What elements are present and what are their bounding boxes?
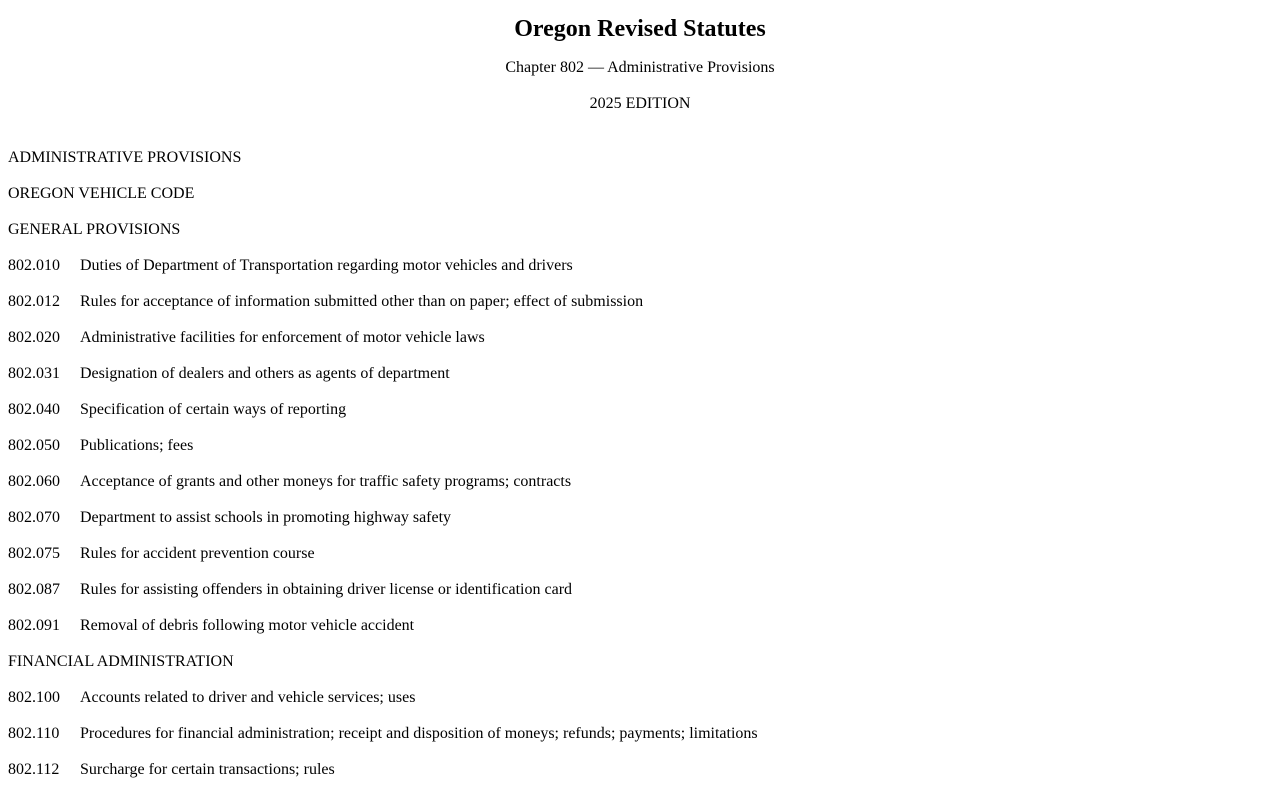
section-title: Administrative facilities for enforcement of motor vehicle laws [80,329,485,346]
section-title: Acceptance of grants and other moneys for traffic safety programs; contracts [80,473,572,490]
toc-entry [8,292,1268,328]
table-of-contents [8,148,1268,796]
section-number[interactable]: 802.075 [8,545,60,562]
section-heading-text: GENERAL PROVISIONS [8,221,181,238]
toc-entry [8,544,1268,580]
section-heading [8,184,1268,220]
chapter-title: Chapter 802 — Administrative Provisions [505,59,775,76]
section-number[interactable]: 802.050 [8,437,60,454]
section-number[interactable]: 802.110 [8,725,60,742]
toc-entry [8,472,1268,508]
section-number[interactable]: 802.020 [8,329,60,346]
section-heading-text: ADMINISTRATIVE PROVISIONS [8,149,242,166]
section-number[interactable]: 802.070 [8,509,60,526]
section-title: Specification of certain ways of reporting [80,401,347,418]
toc-entry [8,616,1268,652]
section-number[interactable]: 802.012 [8,293,60,310]
section-title: Publications; fees [80,437,194,454]
section-title: Rules for assisting offenders in obtaining driver license or identification card [80,581,573,598]
section-title: Rules for accident prevention course [80,545,315,562]
toc-entry [8,364,1268,400]
section-number[interactable]: 802.100 [8,689,60,706]
section-number[interactable]: 802.091 [8,617,60,634]
section-heading [8,220,1268,256]
document-title: Oregon Revised Statutes [514,16,766,42]
toc-entry [8,328,1268,364]
toc-entry [8,436,1268,472]
edition-label: 2025 EDITION [589,95,691,112]
toc-entry [8,400,1268,436]
section-title: Procedures for financial administration; receipt and disposition of moneys; refunds; payments; limitations [80,725,758,742]
section-number[interactable]: 802.010 [8,257,60,274]
section-number[interactable]: 802.060 [8,473,60,490]
section-title: Duties of Department of Transportation regarding motor vehicles and drivers [80,257,573,274]
section-number[interactable]: 802.087 [8,581,60,598]
section-title: Accounts related to driver and vehicle services; uses [80,689,416,706]
toc-entry [8,508,1268,544]
toc-entry [8,724,1268,760]
section-title: Removal of debris following motor vehicle accident [80,617,415,634]
section-heading [8,652,1268,688]
toc-entry [8,580,1268,616]
section-number[interactable]: 802.112 [8,761,60,778]
toc-entry [8,688,1268,724]
toc-entry [8,760,1268,796]
section-number[interactable]: 802.040 [8,401,60,418]
section-title: Department to assist schools in promoting highway safety [80,509,452,526]
section-heading [8,148,1268,184]
section-heading-text: FINANCIAL ADMINISTRATION [8,653,234,670]
section-heading-text: OREGON VEHICLE CODE [8,185,195,202]
toc-entry [8,256,1268,292]
section-title: Surcharge for certain transactions; rules [80,761,335,778]
section-title: Designation of dealers and others as agents of department [80,365,450,382]
section-title: Rules for acceptance of information submitted other than on paper; effect of submission [80,293,644,310]
section-number[interactable]: 802.031 [8,365,60,382]
